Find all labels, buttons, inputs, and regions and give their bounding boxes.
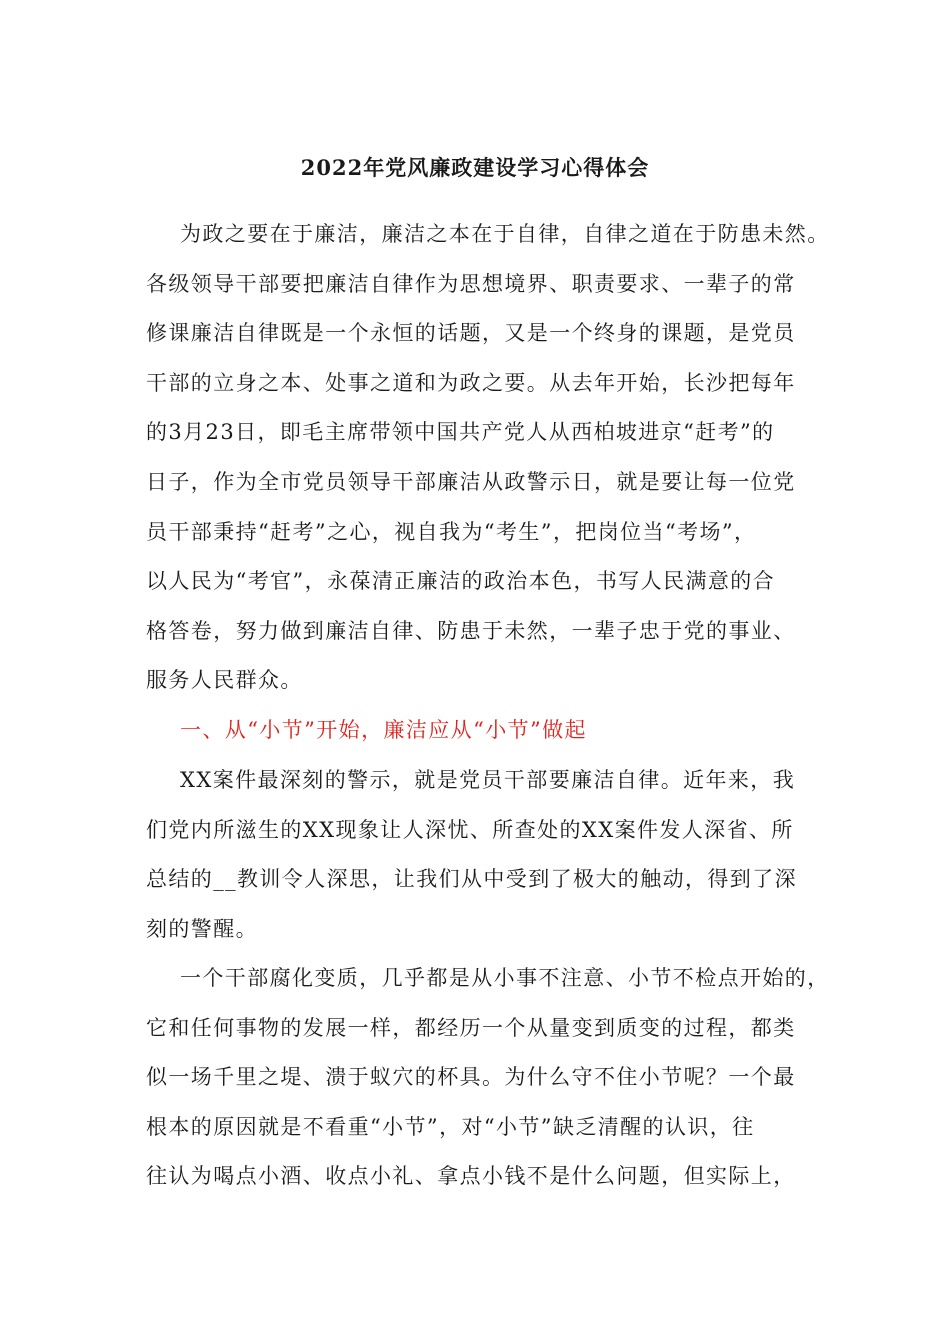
text-line: 的3月23日，即毛主席带领中国共产党人从西柏坡进京“赶考”的 (146, 420, 775, 445)
text-line: 日子，作为全市党员领导干部廉洁从政警示日，就是要让每一位党 (146, 469, 796, 494)
text-line: XX案件最深刻的警示，就是党员干部要廉洁自律。近年来，我 (180, 768, 796, 792)
text-line: 各级领导干部要把廉洁自律作为思想境界、职责要求、一辈子的常 (146, 271, 796, 296)
text-line: 以人民为“考官”，永葆清正廉洁的政治本色，书写人民满意的合 (146, 569, 776, 594)
paragraph-2 (146, 756, 826, 954)
text-line: 似一场千里之堤、溃于蚁穴的杯具。为什么守不住小节呢？一个最 (146, 1065, 796, 1090)
text-line: 为政之要在于廉洁，廉洁之本在于自律，自律之道在于防患未然。 (180, 222, 830, 246)
text-line: 根本的原因就是不看重“小节”，对“小节”缺乏清醒的认识，往 (146, 1114, 755, 1139)
paragraph-3 (146, 954, 830, 1202)
paragraph-1 (146, 210, 830, 706)
section-heading: 一、从“小节”开始，廉洁应从“小节”做起 (180, 718, 587, 742)
text-line: 干部的立身之本、处事之道和为政之要。从去年开始，长沙把每年 (146, 370, 796, 395)
text-line: 们党内所滋生的XX现象让人深忧、所查处的XX案件发人深省、所 (146, 817, 794, 842)
text-line: 格答卷，努力做到廉洁自律、防患于未然，一辈子忠于党的事业、 (146, 618, 796, 643)
text-line: 它和任何事物的发展一样，都经历一个从量变到质变的过程，都类 (146, 1015, 796, 1040)
text-line: 刻的警醒。 (146, 916, 258, 941)
text-line: 员干部秉持“赶考”之心，视自我为“考生”，把岗位当“考场”， (146, 519, 757, 544)
text-line: 服务人民群众。 (146, 668, 303, 693)
text-line: 一个干部腐化变质，几乎都是从小事不注意、小节不检点开始的， (180, 966, 830, 990)
document-title: 2022年党风廉政建设学习心得体会 (300, 155, 650, 180)
text-line: 总结的__教训令人深思，让我们从中受到了极大的触动，得到了深 (146, 867, 797, 892)
text-line: 往认为喝点小酒、收点小礼、拿点小钱不是什么问题，但实际上， (146, 1164, 796, 1189)
text-line: 修课廉洁自律既是一个永恒的话题，又是一个终身的课题，是党员 (146, 321, 796, 346)
section-heading-1 (146, 706, 826, 756)
